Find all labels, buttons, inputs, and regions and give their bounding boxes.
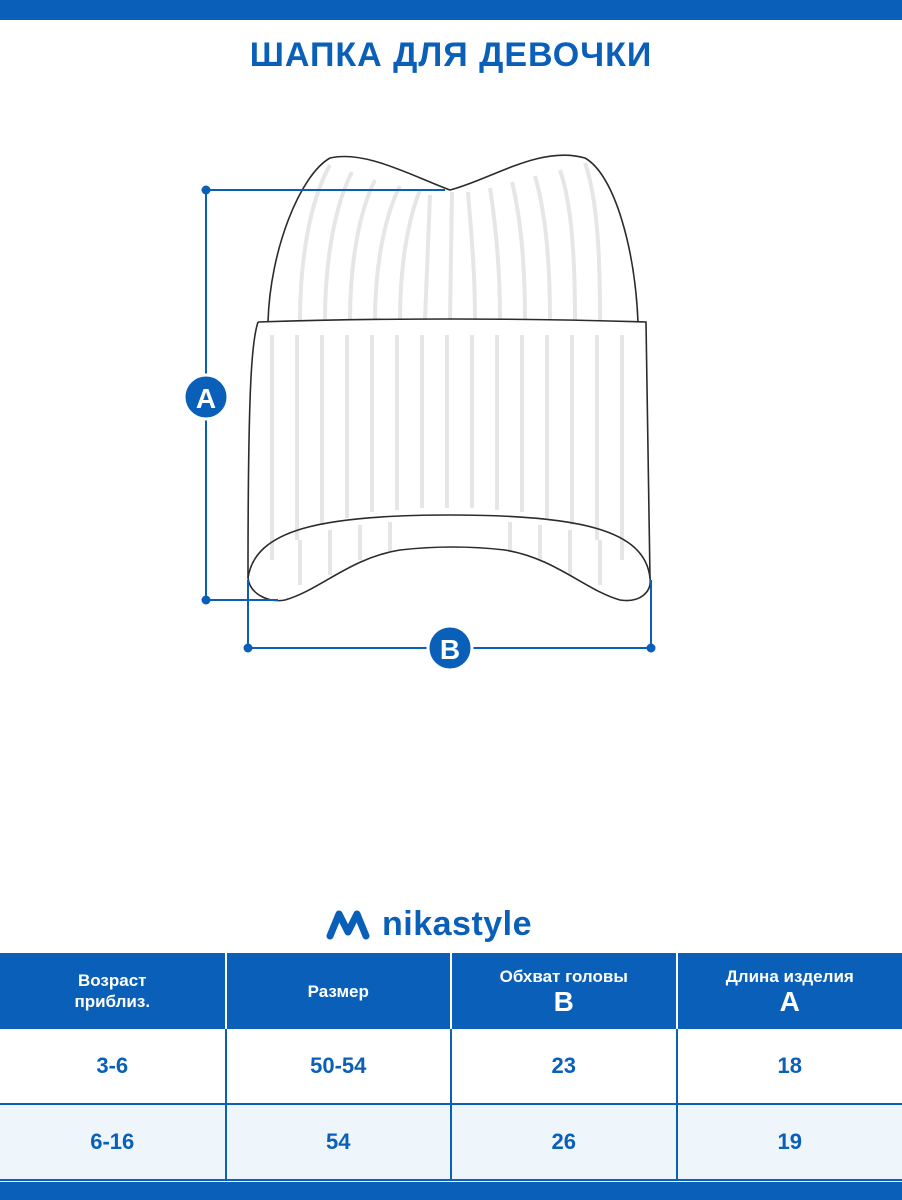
header-head-circumference [451, 953, 677, 1029]
header-size-label: Размер [307, 981, 369, 1001]
nikastyle-logo-icon [326, 906, 372, 942]
brand-logo [326, 900, 532, 948]
label-a: A [195, 383, 217, 414]
brand-name: nikastyle [382, 904, 533, 943]
header-age-label: Возраст приблиз. [74, 971, 151, 1011]
cell-head: 23 [451, 1029, 677, 1104]
table-row [0, 1029, 902, 1104]
header-size [226, 953, 452, 1029]
cell-size: 54 [226, 1104, 452, 1180]
cell-age: 3-6 [0, 1029, 226, 1104]
label-a-badge [184, 375, 228, 419]
table-header-row [0, 953, 902, 1029]
header-length-label: Длина изделия [725, 966, 854, 986]
header-age [0, 953, 226, 1029]
header-length [677, 953, 902, 1029]
cell-length: 19 [677, 1104, 902, 1180]
table-row [0, 1104, 902, 1180]
header-length-letter: A [779, 985, 800, 1017]
page-title: ШАПКА ДЛЯ ДЕВОЧКИ [249, 36, 653, 74]
label-b: B [439, 634, 461, 665]
bottom-accent-bar [0, 1182, 902, 1200]
label-b-badge [428, 626, 472, 670]
size-table [0, 953, 902, 1181]
cell-age: 6-16 [0, 1104, 226, 1180]
cell-head: 26 [451, 1104, 677, 1180]
cell-length: 18 [677, 1029, 902, 1104]
header-head-label: Обхват головы [499, 966, 628, 986]
cell-size: 50-54 [226, 1029, 452, 1104]
header-head-letter: B [553, 985, 574, 1017]
